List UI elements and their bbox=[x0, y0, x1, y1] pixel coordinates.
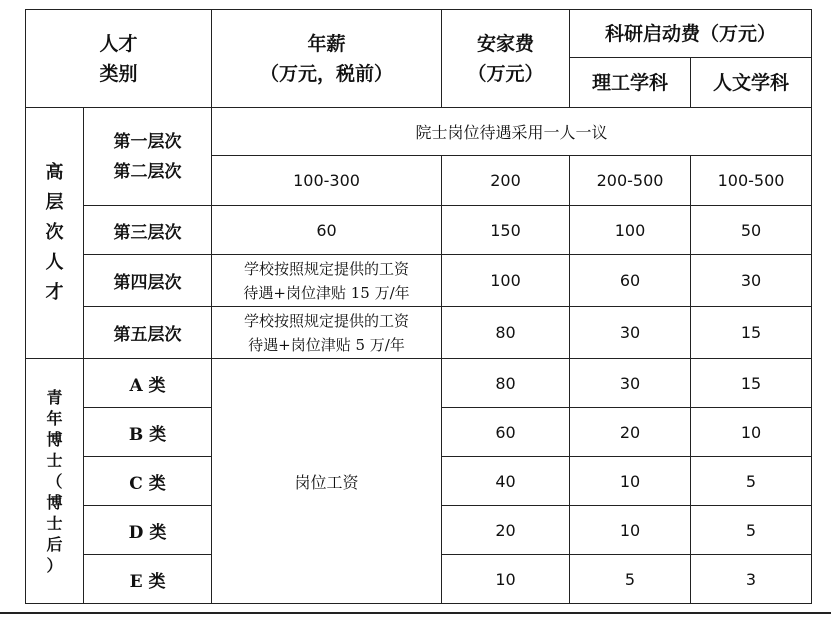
header-category-line1: 人才 bbox=[99, 32, 138, 55]
header-salary bbox=[212, 10, 442, 108]
header-category-line2: 类别 bbox=[99, 62, 138, 85]
header-salary-line1: 年薪 bbox=[307, 32, 346, 55]
young-b-housing: 60 bbox=[442, 408, 570, 457]
young-a-humanities: 15 bbox=[691, 359, 812, 408]
level-5-salary bbox=[212, 307, 442, 359]
level-5-salary-line1: 学校按照规定提供的工资 bbox=[244, 311, 410, 330]
level-2-salary: 100-300 bbox=[212, 156, 442, 206]
level-4-humanities: 30 bbox=[691, 255, 812, 307]
level-4-housing: 100 bbox=[442, 255, 570, 307]
level-1-label: 第一层次 bbox=[113, 131, 182, 152]
academician-note: 院士岗位待遇采用一人一议 bbox=[212, 108, 812, 156]
level-4-salary-line2: 待遇+岗位津贴 15 万/年 bbox=[243, 283, 410, 302]
young-a-science: 30 bbox=[570, 359, 691, 408]
level-3-humanities: 50 bbox=[691, 206, 812, 255]
bottom-divider bbox=[0, 612, 831, 614]
header-housing-line2: （万元） bbox=[467, 62, 544, 85]
young-d-science: 10 bbox=[570, 506, 691, 555]
level-4-label: 第四层次 bbox=[84, 255, 212, 307]
header-research-fund: 科研启动费（万元） bbox=[570, 10, 812, 58]
level-1-2-label bbox=[84, 108, 212, 206]
young-b-humanities: 10 bbox=[691, 408, 812, 457]
young-e-housing: 10 bbox=[442, 555, 570, 604]
young-salary: 岗位工资 bbox=[212, 359, 442, 604]
level-4-salary-line1: 学校按照规定提供的工资 bbox=[244, 259, 410, 278]
level-3-label: 第三层次 bbox=[84, 206, 212, 255]
level-5-science: 30 bbox=[570, 307, 691, 359]
talent-compensation-table bbox=[25, 9, 812, 604]
young-d-humanities: 5 bbox=[691, 506, 812, 555]
header-science: 理工学科 bbox=[570, 58, 691, 108]
group-young-phd: 青 年 博 士 （ 博 士 后 ） bbox=[26, 359, 84, 604]
young-e-label: E 类 bbox=[84, 555, 212, 604]
level-5-salary-line2: 待遇+岗位津贴 5 万/年 bbox=[248, 335, 405, 354]
level-2-label: 第二层次 bbox=[113, 161, 182, 182]
level-2-humanities: 100-500 bbox=[691, 156, 812, 206]
young-c-housing: 40 bbox=[442, 457, 570, 506]
level-3-housing: 150 bbox=[442, 206, 570, 255]
young-a-housing: 80 bbox=[442, 359, 570, 408]
young-a-label: A 类 bbox=[84, 359, 212, 408]
level-4-salary bbox=[212, 255, 442, 307]
level-2-science: 200-500 bbox=[570, 156, 691, 206]
level-3-science: 100 bbox=[570, 206, 691, 255]
young-c-humanities: 5 bbox=[691, 457, 812, 506]
header-salary-line2: （万元，税前） bbox=[260, 62, 394, 85]
header-category bbox=[26, 10, 212, 108]
level-2-housing: 200 bbox=[442, 156, 570, 206]
level-5-housing: 80 bbox=[442, 307, 570, 359]
header-housing bbox=[442, 10, 570, 108]
level-3-salary: 60 bbox=[212, 206, 442, 255]
young-b-science: 20 bbox=[570, 408, 691, 457]
young-d-housing: 20 bbox=[442, 506, 570, 555]
level-5-label: 第五层次 bbox=[84, 307, 212, 359]
young-e-science: 5 bbox=[570, 555, 691, 604]
young-d-label: D 类 bbox=[84, 506, 212, 555]
young-c-label: C 类 bbox=[84, 457, 212, 506]
level-5-humanities: 15 bbox=[691, 307, 812, 359]
young-e-humanities: 3 bbox=[691, 555, 812, 604]
header-housing-line1: 安家费 bbox=[477, 32, 535, 55]
header-humanities: 人文学科 bbox=[691, 58, 812, 108]
young-c-science: 10 bbox=[570, 457, 691, 506]
group-high-level: 高 层 次 人 才 bbox=[26, 108, 84, 359]
level-4-science: 60 bbox=[570, 255, 691, 307]
young-b-label: B 类 bbox=[84, 408, 212, 457]
